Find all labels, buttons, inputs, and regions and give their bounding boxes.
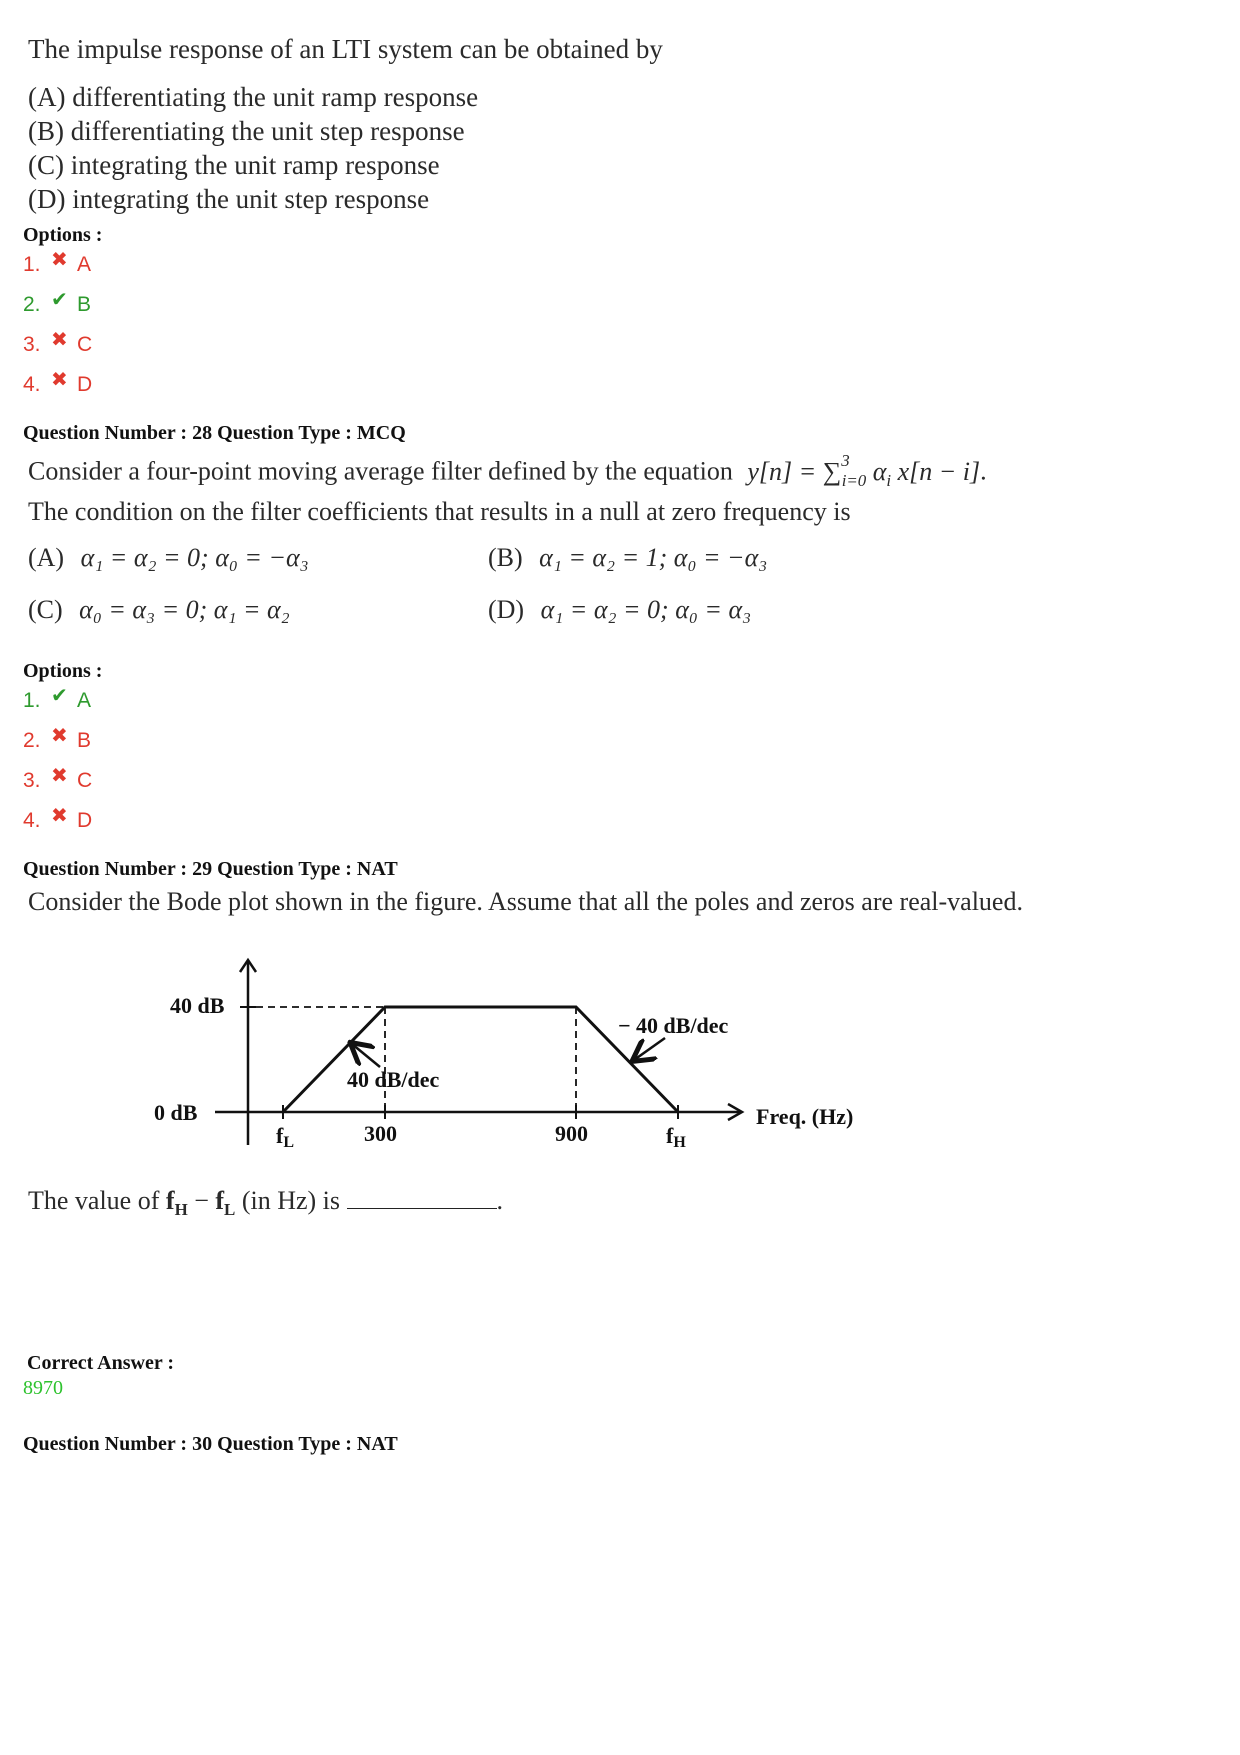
cross-icon: ✖ — [51, 328, 68, 351]
q28-option-2: 2. ✖ B — [23, 724, 92, 752]
x-label-300: 300 — [364, 1121, 397, 1146]
q27-options-list — [23, 245, 92, 405]
y-label-40db: 40 dB — [170, 993, 225, 1018]
q29-header: Question Number : 29 Question Type : NAT — [23, 858, 398, 880]
cross-icon: ✖ — [51, 724, 68, 747]
x-label-fL: fL — [276, 1123, 294, 1151]
slope-up-arrow-icon — [352, 1044, 380, 1067]
x-label-fH: fH — [666, 1123, 686, 1151]
q29-stem: Consider the Bode plot shown in the figure. Assume that all the poles and zeros are real-valued. — [28, 887, 1023, 916]
x-label-900: 900 — [555, 1121, 588, 1146]
check-icon: ✔ — [51, 288, 68, 311]
q28-stem-line1: Consider a four-point moving average filter defined by the equation y[n] = ∑$^3_{i=0}$ $\alpha_i$ x[n − i]. — [28, 451, 987, 490]
q28-choice-a: (A) α₁ = α₂ = 0; α₀ = −α₃ — [28, 543, 309, 572]
check-icon: ✔ — [51, 684, 68, 707]
q27-option-1: 1. ✖ A — [23, 248, 92, 276]
slope-up-label: 40 dB/dec — [347, 1067, 440, 1092]
slope-down-arrow-icon — [634, 1038, 665, 1060]
q27-option-4: 4. ✖ D — [23, 368, 93, 396]
q28-choice-b: (B) α₁ = α₂ = 1; α₀ = −α₃ — [488, 543, 768, 572]
q27-choice-a: (A) differentiating the unit ramp response — [28, 82, 479, 112]
q27-option-3: 3. ✖ C — [23, 328, 93, 356]
q27-choice-c: (C) integrating the unit ramp response — [28, 150, 440, 180]
q28-option-4: 4. ✖ D — [23, 804, 93, 832]
q27-option-2: 2. ✔ B — [23, 288, 92, 316]
q30-header: Question Number : 30 Question Type : NAT — [23, 1433, 398, 1455]
y-label-0db: 0 dB — [154, 1100, 198, 1125]
cross-icon: ✖ — [51, 764, 68, 787]
q27-choices — [28, 80, 478, 216]
cross-icon: ✖ — [51, 248, 68, 271]
q28-header: Question Number : 28 Question Type : MCQ — [23, 422, 406, 444]
q27-options-label: Options : — [23, 224, 103, 246]
q29-question: The value of $f_H - f_L$ (in Hz) is . — [28, 1186, 504, 1220]
q28-choice-d: (D) α₁ = α₂ = 0; α₀ = α₃ — [488, 595, 752, 624]
q27-choice-b: (B) differentiating the unit step response — [28, 116, 465, 146]
q28-stem-line2: The condition on the filter coefficients that results in a null at zero frequency is — [28, 497, 851, 526]
slope-down-label: − 40 dB/dec — [618, 1013, 729, 1038]
x-axis-label: Freq. (Hz) — [756, 1104, 854, 1129]
bode-plot-figure — [140, 950, 880, 1170]
answer-blank — [347, 1186, 497, 1209]
cross-icon: ✖ — [51, 804, 68, 827]
q28-option-3: 3. ✖ C — [23, 764, 93, 792]
q27-stem: The impulse response of an LTI system can be obtained by — [28, 34, 663, 64]
q28-choice-c: (C) α₀ = α₃ = 0; α₁ = α₂ — [28, 595, 290, 624]
q27-choice-d: (D) integrating the unit step response — [28, 184, 430, 214]
q28-options-label: Options : — [23, 660, 103, 682]
filter-equation: y[n] = ∑$^3_{i=0}$ $\alpha_i$ x[n − i] — [747, 451, 981, 490]
fH-minus-fL-expr: $f_H$ — [165, 1186, 188, 1220]
q28-option-1: 1. ✔ A — [23, 684, 92, 712]
correct-answer-label: Correct Answer : — [27, 1352, 174, 1374]
q28-options-list — [23, 681, 92, 841]
cross-icon: ✖ — [51, 368, 68, 391]
correct-answer-value: 8970 — [23, 1377, 63, 1399]
